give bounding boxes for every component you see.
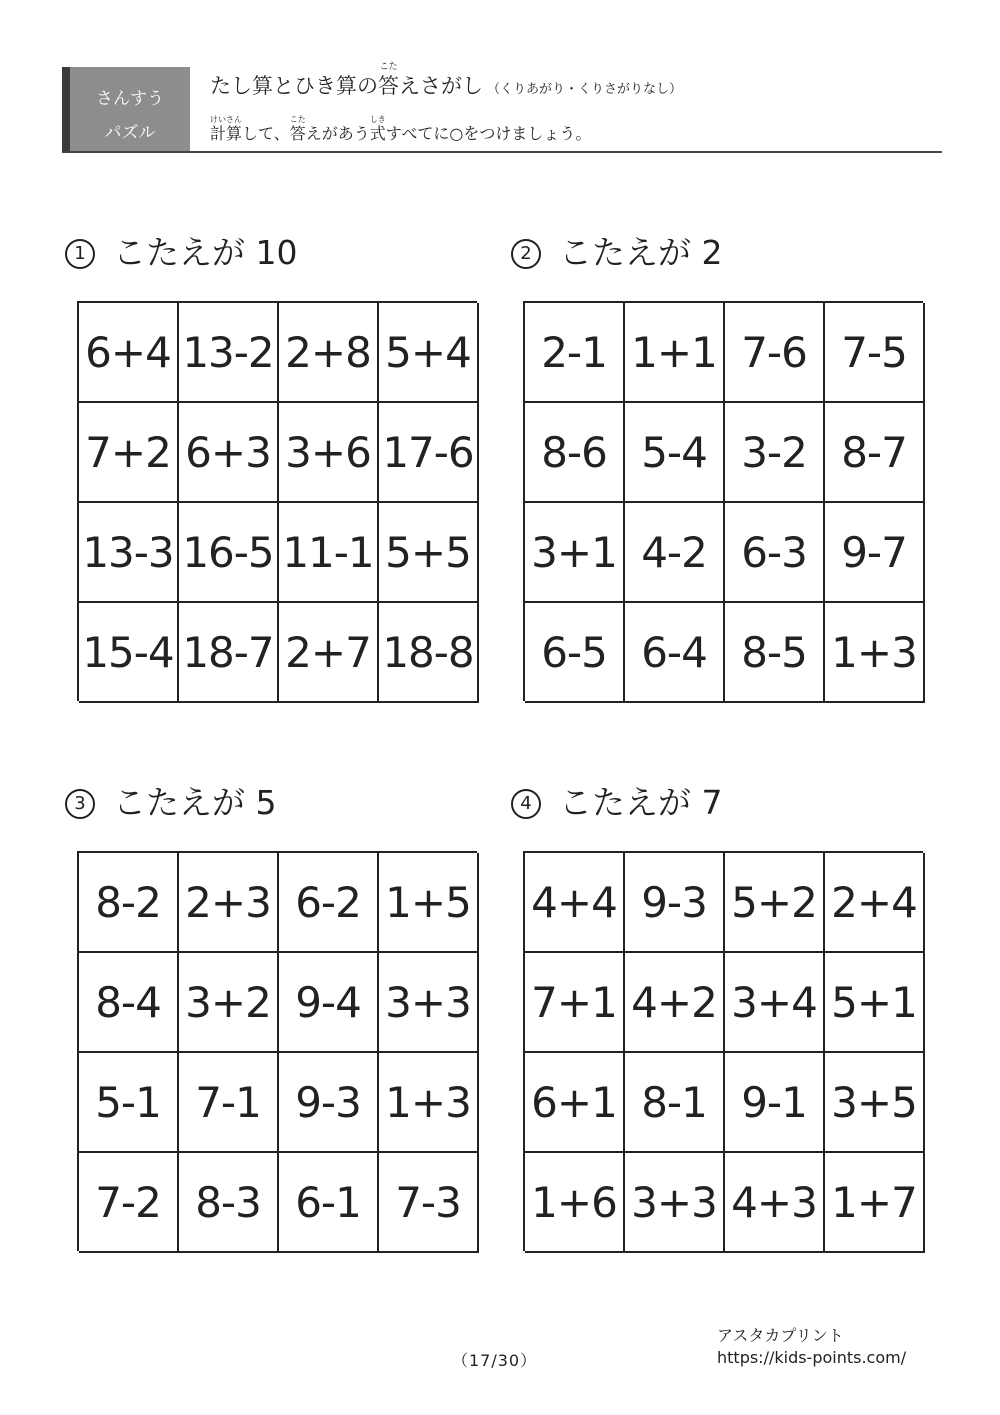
grid-cell[interactable]: 2+7 bbox=[279, 603, 379, 703]
grid-cell[interactable]: 7-5 bbox=[825, 303, 925, 403]
grid-cell[interactable]: 7+2 bbox=[79, 403, 179, 503]
grid-cell[interactable]: 1+1 bbox=[625, 303, 725, 403]
title-text-pre: たし算とひき算の bbox=[210, 74, 378, 98]
grid-cell[interactable]: 6-1 bbox=[279, 1153, 379, 1253]
brand-name: アスタカプリント bbox=[717, 1326, 844, 1345]
grid-cell[interactable]: 1+5 bbox=[379, 853, 479, 953]
grid-cell[interactable]: 3-2 bbox=[725, 403, 825, 503]
grid-cell[interactable]: 3+6 bbox=[279, 403, 379, 503]
grid-cell[interactable]: 1+3 bbox=[379, 1053, 479, 1153]
section-2-number: 2 bbox=[511, 239, 541, 269]
grid-cell[interactable]: 15-4 bbox=[79, 603, 179, 703]
grid-cell[interactable]: 8-4 bbox=[79, 953, 179, 1053]
grid-cell[interactable]: 5+2 bbox=[725, 853, 825, 953]
grid-cell[interactable]: 1+3 bbox=[825, 603, 925, 703]
grid-cell[interactable]: 9-3 bbox=[625, 853, 725, 953]
grid-cell[interactable]: 5-1 bbox=[79, 1053, 179, 1153]
grid-cell[interactable]: 4-2 bbox=[625, 503, 725, 603]
instr-ruby-1-base: 計算 bbox=[210, 124, 243, 143]
footer-brand-block bbox=[717, 1325, 906, 1369]
grid-cell[interactable]: 2+3 bbox=[179, 853, 279, 953]
grid-cell[interactable]: 1+7 bbox=[825, 1153, 925, 1253]
grid-cell[interactable]: 2+4 bbox=[825, 853, 925, 953]
grid-cell[interactable]: 7-6 bbox=[725, 303, 825, 403]
section-3-grid bbox=[77, 851, 477, 1251]
instr-ruby-2-base: 答 bbox=[289, 124, 306, 143]
grid-cell[interactable]: 6+3 bbox=[179, 403, 279, 503]
grid-cell[interactable]: 2-1 bbox=[525, 303, 625, 403]
instr-ruby-1 bbox=[210, 115, 243, 144]
instr-ruby-3-text: しき bbox=[369, 115, 386, 124]
instr-part-2: えがあう bbox=[305, 124, 370, 143]
category-label-line1: さんすう bbox=[96, 89, 164, 109]
grid-cell[interactable]: 11-1 bbox=[279, 503, 379, 603]
grid-cell[interactable]: 5+1 bbox=[825, 953, 925, 1053]
instr-ruby-2 bbox=[289, 115, 306, 144]
title-ruby-base: 答 bbox=[378, 74, 399, 98]
section-4-heading: こたえが 7 bbox=[559, 783, 723, 822]
grid-cell[interactable]: 8-5 bbox=[725, 603, 825, 703]
grid-cell[interactable]: 9-4 bbox=[279, 953, 379, 1053]
grid-cell[interactable]: 4+3 bbox=[725, 1153, 825, 1253]
section-1-heading: こたえが 10 bbox=[113, 233, 298, 272]
instr-ruby-3 bbox=[369, 115, 386, 144]
section-4-number: 4 bbox=[511, 789, 541, 819]
grid-cell[interactable]: 8-3 bbox=[179, 1153, 279, 1253]
grid-cell[interactable]: 2+8 bbox=[279, 303, 379, 403]
title-text-post: えさがし bbox=[399, 74, 483, 98]
grid-cell[interactable]: 3+3 bbox=[379, 953, 479, 1053]
grid-cell[interactable]: 5+5 bbox=[379, 503, 479, 603]
grid-cell[interactable]: 8-7 bbox=[825, 403, 925, 503]
section-1-number: 1 bbox=[65, 239, 95, 269]
grid-cell[interactable]: 7+1 bbox=[525, 953, 625, 1053]
section-2-grid bbox=[523, 301, 923, 701]
grid-cell[interactable]: 6-3 bbox=[725, 503, 825, 603]
category-label-line2: パズル bbox=[104, 123, 156, 143]
brand-url: https://kids-points.com/ bbox=[717, 1348, 907, 1367]
grid-cell[interactable]: 3+2 bbox=[179, 953, 279, 1053]
title-subtitle: （くりあがり・くりさがりなし） bbox=[487, 82, 683, 97]
grid-cell[interactable]: 3+1 bbox=[525, 503, 625, 603]
instr-ruby-3-base: 式 bbox=[369, 124, 386, 143]
title-ruby-text: こた bbox=[379, 62, 398, 72]
grid-cell[interactable]: 7-1 bbox=[179, 1053, 279, 1153]
section-1-grid bbox=[77, 301, 477, 701]
section-4-grid bbox=[523, 851, 923, 1251]
grid-cell[interactable]: 18-7 bbox=[179, 603, 279, 703]
worksheet-header bbox=[62, 62, 942, 153]
grid-cell[interactable]: 18-8 bbox=[379, 603, 479, 703]
grid-cell[interactable]: 5-4 bbox=[625, 403, 725, 503]
grid-cell[interactable]: 3+4 bbox=[725, 953, 825, 1053]
grid-cell[interactable]: 1+6 bbox=[525, 1153, 625, 1253]
grid-cell[interactable]: 7-2 bbox=[79, 1153, 179, 1253]
grid-cell[interactable]: 6-5 bbox=[525, 603, 625, 703]
grid-cell[interactable]: 6+1 bbox=[525, 1053, 625, 1153]
header-divider bbox=[62, 151, 942, 153]
category-label bbox=[62, 67, 190, 151]
instructions bbox=[210, 115, 592, 144]
grid-cell[interactable]: 9-1 bbox=[725, 1053, 825, 1153]
grid-cell[interactable]: 4+4 bbox=[525, 853, 625, 953]
grid-cell[interactable]: 9-7 bbox=[825, 503, 925, 603]
grid-cell[interactable]: 7-3 bbox=[379, 1153, 479, 1253]
grid-cell[interactable]: 6-4 bbox=[625, 603, 725, 703]
section-2-heading: こたえが 2 bbox=[559, 233, 723, 272]
instr-ruby-1-text: けいさん bbox=[210, 115, 242, 124]
grid-cell[interactable]: 8-1 bbox=[625, 1053, 725, 1153]
grid-cell[interactable]: 13-3 bbox=[79, 503, 179, 603]
page-number: （17/30） bbox=[452, 1351, 538, 1370]
grid-cell[interactable]: 6+4 bbox=[79, 303, 179, 403]
worksheet-title bbox=[210, 62, 683, 99]
grid-cell[interactable]: 17-6 bbox=[379, 403, 479, 503]
grid-cell[interactable]: 8-2 bbox=[79, 853, 179, 953]
grid-cell[interactable]: 9-3 bbox=[279, 1053, 379, 1153]
grid-cell[interactable]: 6-2 bbox=[279, 853, 379, 953]
instr-part-3: すべてに○をつけましょう。 bbox=[385, 124, 592, 143]
section-3-number: 3 bbox=[65, 789, 95, 819]
grid-cell[interactable]: 5+4 bbox=[379, 303, 479, 403]
grid-cell[interactable]: 16-5 bbox=[179, 503, 279, 603]
grid-cell[interactable]: 13-2 bbox=[179, 303, 279, 403]
section-3-heading: こたえが 5 bbox=[113, 783, 277, 822]
title-ruby bbox=[378, 62, 399, 99]
instr-part-1: して、 bbox=[242, 124, 290, 143]
grid-cell[interactable]: 3+5 bbox=[825, 1053, 925, 1153]
grid-cell[interactable]: 4+2 bbox=[625, 953, 725, 1053]
grid-cell[interactable]: 3+3 bbox=[625, 1153, 725, 1253]
instr-ruby-2-text: こた bbox=[289, 115, 306, 124]
grid-cell[interactable]: 8-6 bbox=[525, 403, 625, 503]
